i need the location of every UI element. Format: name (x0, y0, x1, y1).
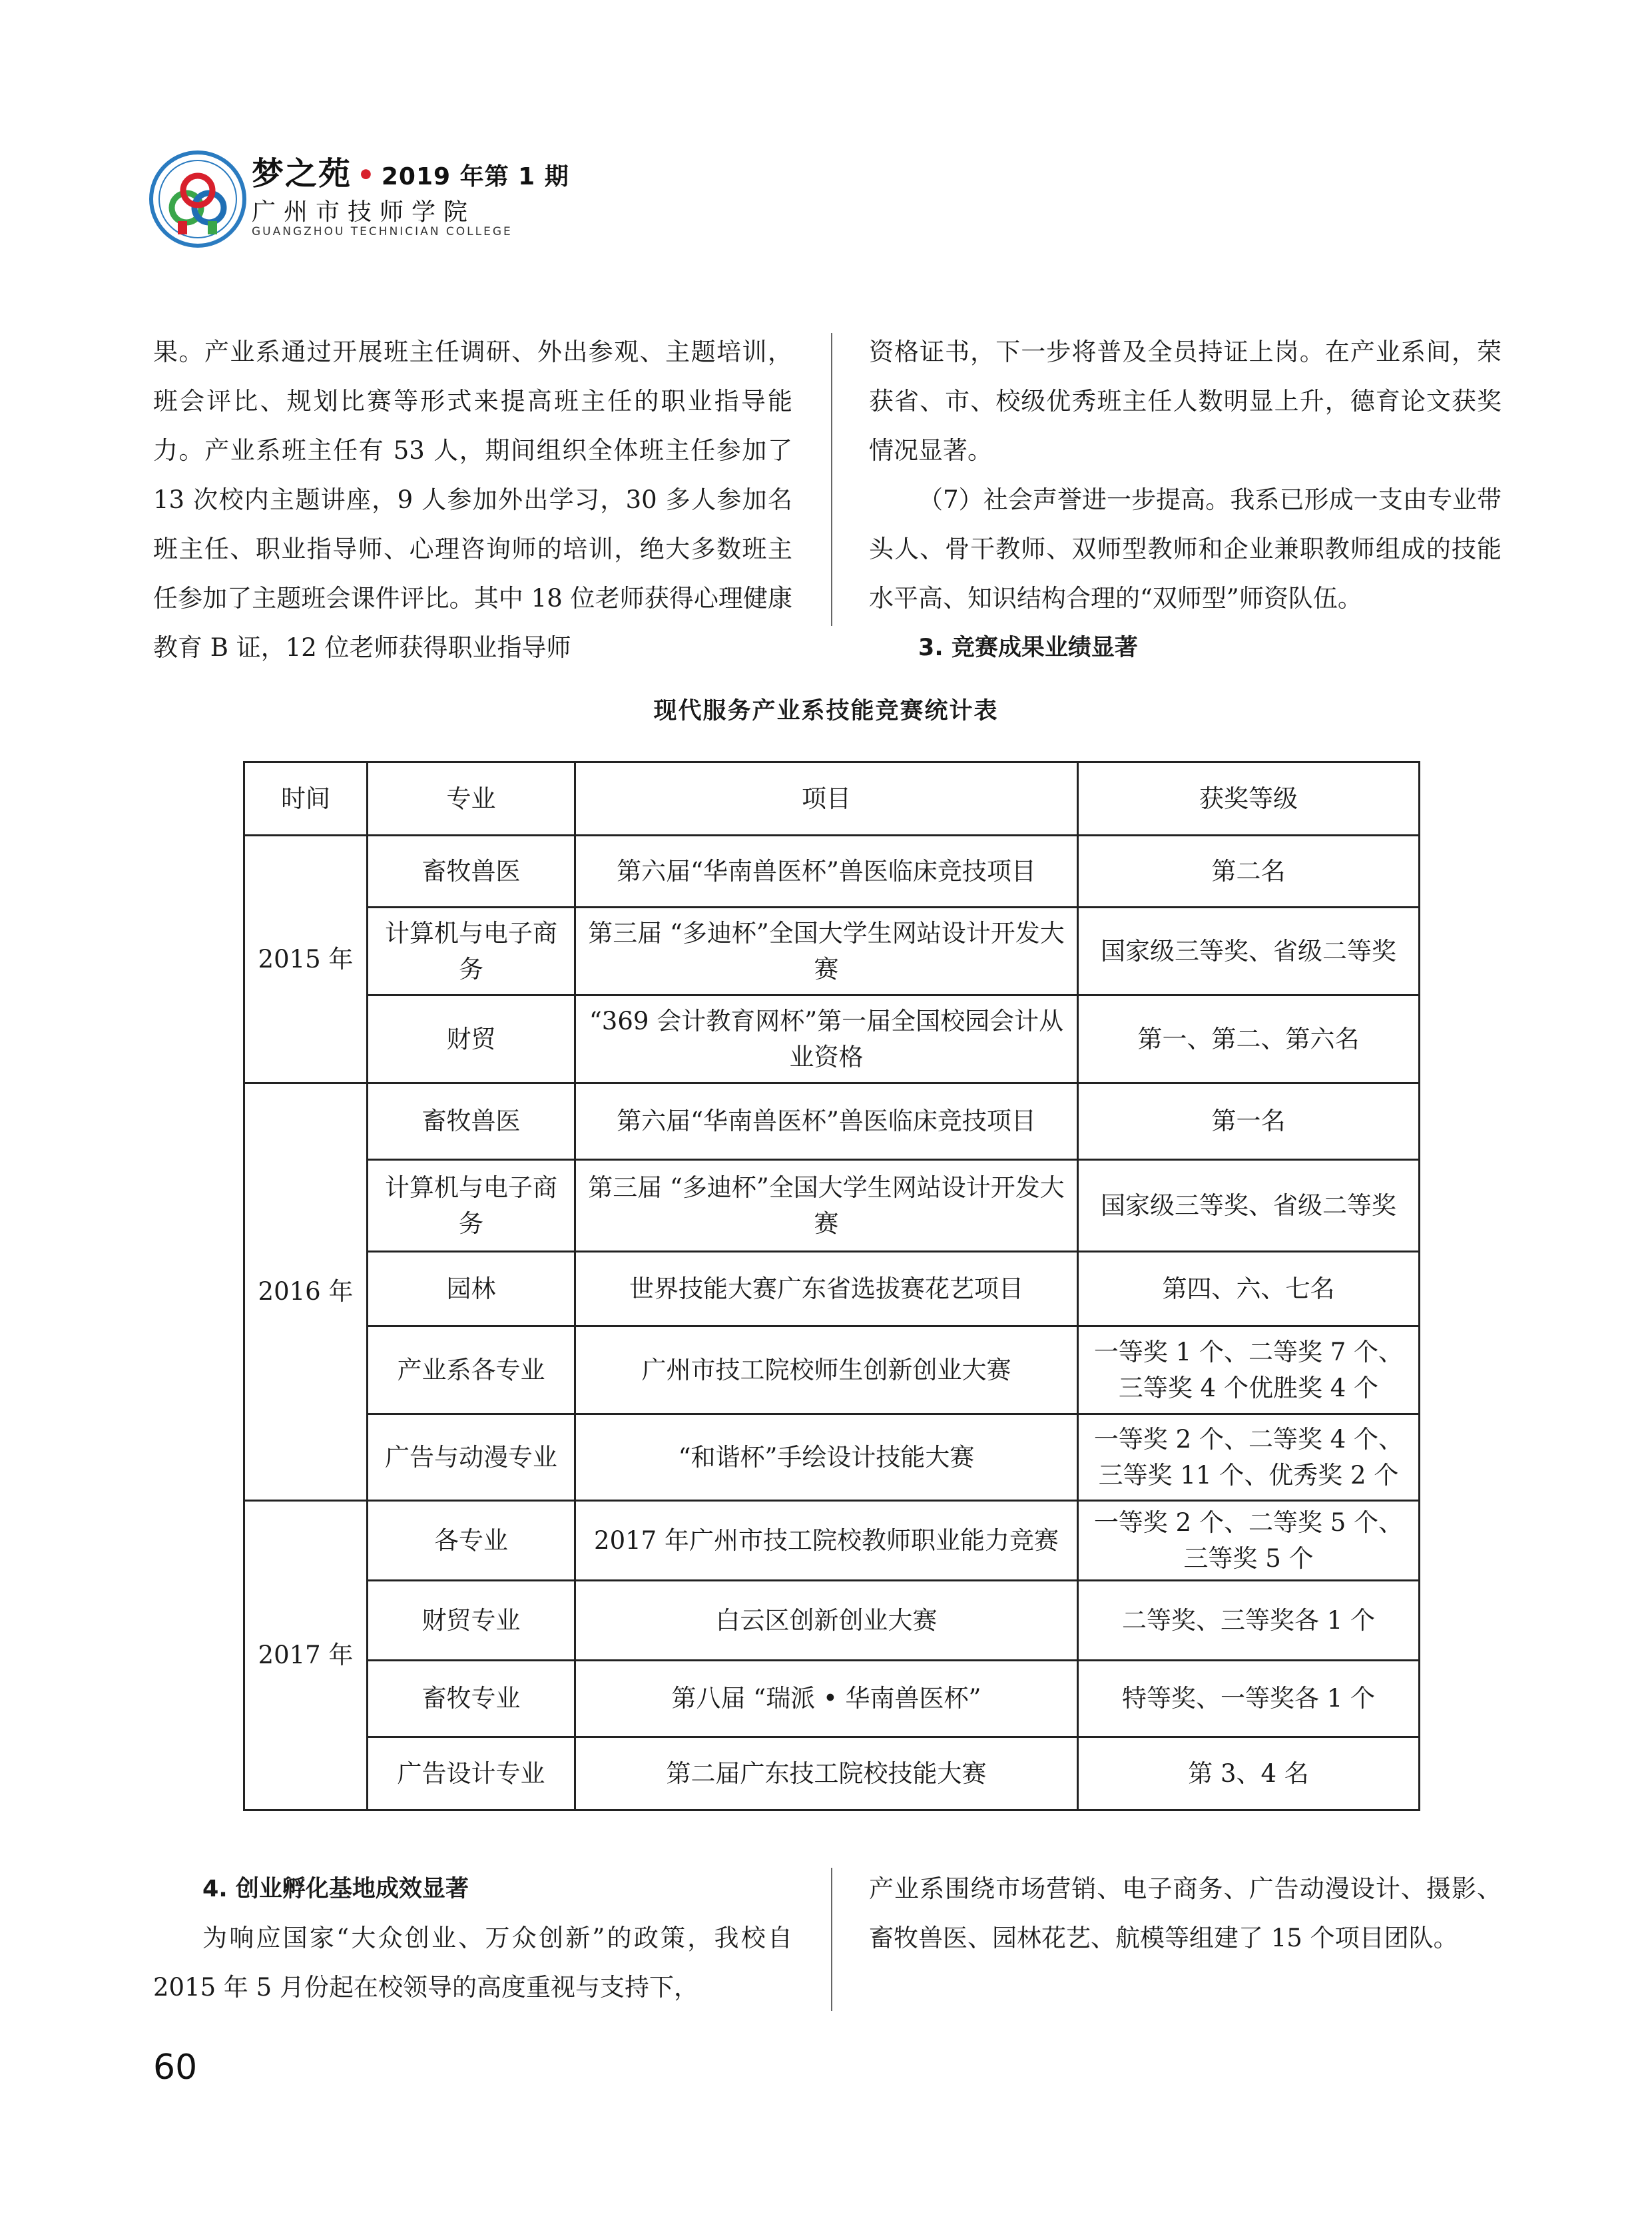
table-row (244, 1661, 1420, 1737)
table-header-row (244, 762, 1420, 836)
section-heading: 3. 竞赛成果业绩显著 (918, 635, 1138, 661)
paragraph: （7）社会声誉进一步提高。我系已形成一支由专业带头人、骨干教师、双师型教师和企业兼职教师组成的技能水平高、知识结构合理的“双师型”师资队伍。 (869, 485, 1502, 613)
college-logo (148, 149, 248, 249)
header-cell: 时间 (244, 762, 368, 836)
award-cell: 第四、六、七名 (1078, 1252, 1420, 1326)
project-cell: 第六届“华南兽医杯”兽医临床竞技项目 (575, 1083, 1078, 1160)
major-cell: 计算机与电子商务 (368, 1160, 575, 1252)
award-cell: 特等奖、一等奖各 1 个 (1078, 1661, 1420, 1737)
award-cell: 二等奖、三等奖各 1 个 (1078, 1581, 1420, 1661)
issue-label: 2019 年第 1 期 (381, 163, 569, 190)
project-cell: 第二届广东技工院校技能大赛 (575, 1737, 1078, 1810)
project-cell: 2017 年广州市技工院校教师职业能力竞赛 (575, 1501, 1078, 1581)
top-right-column (869, 328, 1502, 673)
table-row (244, 1581, 1420, 1661)
major-cell: 园林 (368, 1252, 575, 1326)
paragraph: 资格证书，下一步将普及全员持证上岗。在产业系间，荣获省、市、校级优秀班主任人数明显上升，德育论文获奖情况显著。 (869, 338, 1502, 465)
table-row (244, 1501, 1420, 1581)
major-cell: 财贸专业 (368, 1581, 575, 1661)
project-cell: 白云区创新创业大赛 (575, 1581, 1078, 1661)
major-cell: 财贸 (368, 995, 575, 1083)
header-cell: 专业 (368, 762, 575, 836)
project-cell: 广州市技工院校师生创新创业大赛 (575, 1326, 1078, 1414)
header-cell: 项目 (575, 762, 1078, 836)
column-divider (831, 1868, 832, 2011)
award-cell: 第一名 (1078, 1083, 1420, 1160)
table-row (244, 1252, 1420, 1326)
major-cell: 广告设计专业 (368, 1737, 575, 1810)
project-cell: “和谐杯”手绘设计技能大赛 (575, 1414, 1078, 1501)
section-heading: 4. 创业孵化基地成效显著 (202, 1876, 469, 1902)
project-cell: 第六届“华南兽医杯”兽医临床竞技项目 (575, 836, 1078, 908)
award-cell: 一等奖 2 个、二等奖 4 个、三等奖 11 个、优秀奖 2 个 (1078, 1414, 1420, 1501)
award-cell: 国家级三等奖、省级二等奖 (1078, 1160, 1420, 1252)
major-cell: 计算机与电子商务 (368, 908, 575, 995)
award-cell: 一等奖 1 个、二等奖 7 个、三等奖 4 个优胜奖 4 个 (1078, 1326, 1420, 1414)
paragraph: 为响应国家“大众创业、万众创新”的政策，我校自 2015 年 5 月份起在校领导的高度重视与支持下， (153, 1924, 792, 2002)
award-cell: 一等奖 2 个、二等奖 5 个、三等奖 5 个 (1078, 1501, 1420, 1581)
paragraph: 产业系围绕市场营销、电子商务、广告动漫设计、摄影、畜牧兽医、园林花艺、航模等组建了 15 个项目团队。 (869, 1874, 1502, 1952)
table-row (244, 1160, 1420, 1252)
table-row (244, 1326, 1420, 1414)
table-row (244, 1737, 1420, 1810)
table-title: 现代服务产业系技能竞赛统计表 (653, 698, 999, 724)
table-row (244, 995, 1420, 1083)
year-cell: 2016 年 (244, 1083, 368, 1501)
table-row (244, 836, 1420, 908)
project-cell: 第三届 “多迪杯”全国大学生网站设计开发大赛 (575, 1160, 1078, 1252)
page-number: 60 (153, 2048, 198, 2087)
magazine-name: 梦之苑 (252, 155, 352, 192)
table-row (244, 1083, 1420, 1160)
title-dot: • (357, 158, 376, 191)
paragraph: 果。产业系通过开展班主任调研、外出参观、主题培训，班会评比、规划比赛等形式来提高班主任的职业指导能力。产业系班主任有 53 人，期间组织全体班主任参加了 13 次校内主题讲座，9 人参加外出学习，30 多人参加名班主任、职业指导师、心理咨询师的培训，绝大多数班主任参加了主题班会课件评比。其中 18 位老师获得心理健康教育 B 证，12 位老师获得职业指导师 (153, 338, 792, 662)
major-cell: 畜牧兽医 (368, 836, 575, 908)
major-cell: 各专业 (368, 1501, 575, 1581)
major-cell: 畜牧专业 (368, 1661, 575, 1737)
bottom-left-column (153, 1864, 792, 2012)
year-cell: 2015 年 (244, 836, 368, 1083)
year-cell: 2017 年 (244, 1501, 368, 1810)
major-cell: 产业系各专业 (368, 1326, 575, 1414)
header-cell: 获奖等级 (1078, 762, 1420, 836)
project-cell: “369 会计教育网杯”第一届全国校园会计从业资格 (575, 995, 1078, 1083)
award-cell: 第 3、4 名 (1078, 1737, 1420, 1810)
table-row (244, 1414, 1420, 1501)
award-cell: 第二名 (1078, 836, 1420, 908)
project-cell: 第八届 “瑞派 • 华南兽医杯” (575, 1661, 1078, 1737)
school-name-en: GUANGZHOU TECHNICIAN COLLEGE (252, 225, 513, 238)
project-cell: 世界技能大赛广东省选拔赛花艺项目 (575, 1252, 1078, 1326)
award-cell: 国家级三等奖、省级二等奖 (1078, 908, 1420, 995)
bottom-right-column (869, 1864, 1502, 1963)
major-cell: 广告与动漫专业 (368, 1414, 575, 1501)
table-row (244, 908, 1420, 995)
column-divider (831, 333, 832, 626)
major-cell: 畜牧兽医 (368, 1083, 575, 1160)
school-name-cn: 广州市技师学院 (252, 198, 476, 226)
project-cell: 第三届 “多迪杯”全国大学生网站设计开发大赛 (575, 908, 1078, 995)
competition-table (243, 761, 1420, 1811)
top-left-column (153, 328, 792, 673)
award-cell: 第一、第二、第六名 (1078, 995, 1420, 1083)
magazine-title (252, 148, 569, 194)
